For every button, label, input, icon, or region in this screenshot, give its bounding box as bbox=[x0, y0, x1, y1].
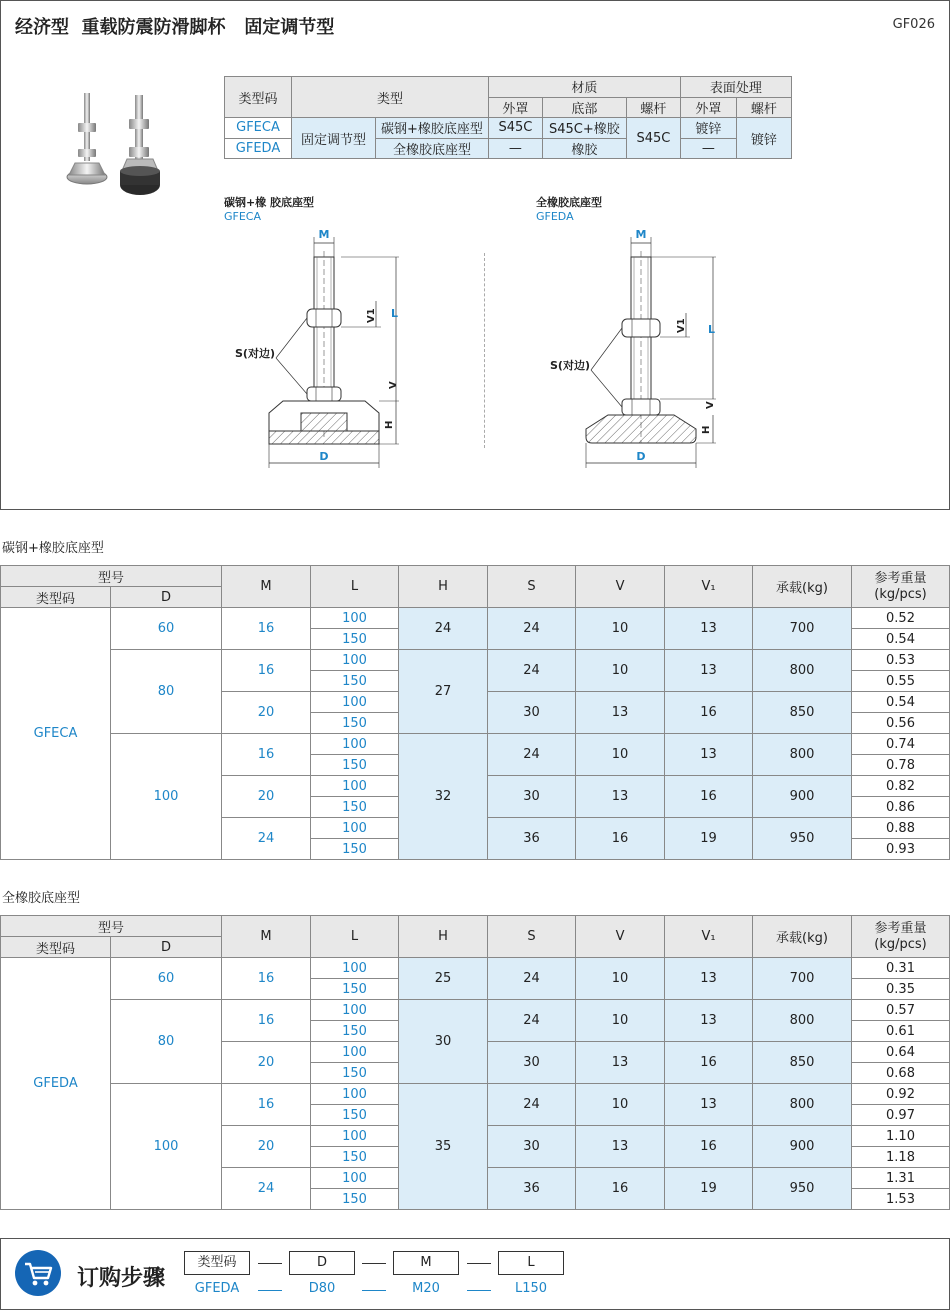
l-cell: 150 bbox=[311, 1147, 399, 1168]
s-cell: 24 bbox=[488, 1000, 576, 1042]
product-photo bbox=[61, 89, 181, 201]
header-m: M bbox=[222, 916, 311, 958]
dim-v1-left: V1 bbox=[366, 308, 377, 323]
weight-cell: 0.74 bbox=[852, 734, 950, 755]
order-value-d: D80 bbox=[308, 1281, 336, 1296]
dim-l-right: L bbox=[708, 323, 716, 336]
m-cell: 16 bbox=[222, 1000, 311, 1042]
load-cell: 800 bbox=[753, 1084, 852, 1126]
header-d: D bbox=[111, 937, 222, 958]
s-cell: 30 bbox=[488, 1126, 576, 1168]
weight-cell: 0.93 bbox=[852, 839, 950, 860]
v1-cell: 19 bbox=[665, 1168, 753, 1210]
l-cell: 100 bbox=[311, 818, 399, 839]
load-cell: 800 bbox=[753, 734, 852, 776]
load-cell: 900 bbox=[753, 776, 852, 818]
v-cell: 16 bbox=[576, 1168, 665, 1210]
v1-cell: 13 bbox=[665, 608, 753, 650]
dim-m-right: M bbox=[635, 228, 647, 241]
weight-cell: 0.55 bbox=[852, 671, 950, 692]
weight-cell: 0.78 bbox=[852, 755, 950, 776]
load-cell: 700 bbox=[753, 958, 852, 1000]
header-model: 型号 bbox=[1, 916, 222, 937]
l-cell: 150 bbox=[311, 713, 399, 734]
v1-cell: 16 bbox=[665, 1042, 753, 1084]
l-cell: 150 bbox=[311, 1063, 399, 1084]
s-cell: 24 bbox=[488, 958, 576, 1000]
spec-rod: S45C bbox=[626, 118, 680, 159]
v-cell: 10 bbox=[576, 1000, 665, 1042]
v-cell: 13 bbox=[576, 1126, 665, 1168]
section1-title: 碳钢+橡胶底座型 bbox=[2, 541, 104, 556]
v1-cell: 16 bbox=[665, 1126, 753, 1168]
dim-h-left: H bbox=[384, 420, 395, 429]
v-cell: 13 bbox=[576, 1042, 665, 1084]
spec-cover-1: S45C bbox=[488, 118, 542, 139]
l-cell: 150 bbox=[311, 839, 399, 860]
l-cell: 100 bbox=[311, 1126, 399, 1147]
order-steps-panel bbox=[0, 1238, 950, 1310]
weight-cell: 1.10 bbox=[852, 1126, 950, 1147]
header-load: 承载(kg) bbox=[753, 916, 852, 958]
spec-header-code: 类型码 bbox=[225, 77, 292, 118]
weight-cell: 0.52 bbox=[852, 608, 950, 629]
weight-cell: 1.53 bbox=[852, 1189, 950, 1210]
l-cell: 100 bbox=[311, 1168, 399, 1189]
spec-header-surface: 表面处理 bbox=[680, 77, 791, 98]
order-field-d: D bbox=[289, 1251, 355, 1275]
m-cell: 20 bbox=[222, 776, 311, 818]
section2-title: 全橡胶底座型 bbox=[2, 891, 81, 906]
order-dash bbox=[362, 1263, 386, 1264]
d-cell: 80 bbox=[111, 1000, 222, 1084]
spec-cover-2: — bbox=[488, 138, 542, 159]
header-s: S bbox=[488, 566, 576, 608]
v1-cell: 16 bbox=[665, 776, 753, 818]
weight-cell: 0.54 bbox=[852, 692, 950, 713]
s-cell: 30 bbox=[488, 1042, 576, 1084]
order-dash bbox=[362, 1290, 386, 1291]
s-cell: 36 bbox=[488, 818, 576, 860]
s-cell: 24 bbox=[488, 650, 576, 692]
order-value-l: L150 bbox=[514, 1281, 548, 1296]
s-cell: 36 bbox=[488, 1168, 576, 1210]
drawing-gfeca bbox=[221, 223, 461, 473]
weight-cell: 0.86 bbox=[852, 797, 950, 818]
load-cell: 800 bbox=[753, 1000, 852, 1042]
weight-cell: 0.35 bbox=[852, 979, 950, 1000]
order-value-code: GFEDA bbox=[194, 1281, 240, 1296]
v1-cell: 19 bbox=[665, 818, 753, 860]
header-weight: 参考重量 (kg/pcs) bbox=[852, 916, 950, 958]
spec-header-type: 类型 bbox=[292, 77, 489, 118]
dim-v-right: V bbox=[705, 401, 716, 409]
spec-header-base: 底部 bbox=[542, 97, 626, 118]
dim-m-left: M bbox=[318, 228, 330, 241]
m-cell: 16 bbox=[222, 650, 311, 692]
l-cell: 150 bbox=[311, 629, 399, 650]
header-weight: 参考重量 (kg/pcs) bbox=[852, 566, 950, 608]
m-cell: 16 bbox=[222, 1084, 311, 1126]
v1-cell: 13 bbox=[665, 650, 753, 692]
header-model: 型号 bbox=[1, 566, 222, 587]
table-row bbox=[1, 958, 950, 979]
l-cell: 150 bbox=[311, 979, 399, 1000]
weight-cell: 1.31 bbox=[852, 1168, 950, 1189]
table-row bbox=[1, 734, 950, 755]
drawing-left-title: 碳钢+橡 胶底座型 bbox=[224, 196, 315, 209]
order-title: 订购步骤 bbox=[77, 1266, 166, 1291]
v1-cell: 13 bbox=[665, 1084, 753, 1126]
table-row bbox=[1, 1000, 950, 1021]
order-field-l: L bbox=[498, 1251, 564, 1275]
spec-sub-1: 碳钢+橡胶底座型 bbox=[376, 118, 489, 139]
cart-icon bbox=[15, 1250, 61, 1296]
order-field-m: M bbox=[393, 1251, 459, 1275]
dim-d-left: D bbox=[319, 450, 329, 463]
l-cell: 100 bbox=[311, 692, 399, 713]
m-cell: 20 bbox=[222, 1126, 311, 1168]
spec-scover-1: 镀锌 bbox=[680, 118, 736, 139]
header-v: V bbox=[576, 916, 665, 958]
d-cell: 80 bbox=[111, 650, 222, 734]
spec-scover-2: — bbox=[680, 138, 736, 159]
h-cell: 30 bbox=[399, 1000, 488, 1084]
header-code: 类型码 bbox=[1, 587, 111, 608]
order-dash bbox=[258, 1290, 282, 1291]
load-cell: 900 bbox=[753, 1126, 852, 1168]
header-m: M bbox=[222, 566, 311, 608]
weight-cell: 0.88 bbox=[852, 818, 950, 839]
product-header-panel bbox=[0, 0, 950, 510]
v-cell: 10 bbox=[576, 1084, 665, 1126]
drawing-left-code: GFECA bbox=[224, 210, 262, 223]
dim-l-left: L bbox=[391, 307, 399, 320]
l-cell: 100 bbox=[311, 734, 399, 755]
drawing-right-code: GFEDA bbox=[536, 210, 574, 223]
spec-base-2: 橡胶 bbox=[542, 138, 626, 159]
drawing-right-title: 全橡胶底座型 bbox=[536, 196, 602, 209]
dim-s-right: S(对边) bbox=[550, 359, 590, 372]
drawing-right-label bbox=[536, 194, 602, 223]
d-cell: 60 bbox=[111, 608, 222, 650]
l-cell: 150 bbox=[311, 671, 399, 692]
order-field-code: 类型码 bbox=[184, 1251, 250, 1275]
s-cell: 24 bbox=[488, 734, 576, 776]
d-cell: 100 bbox=[111, 1084, 222, 1210]
h-cell: 32 bbox=[399, 734, 488, 860]
load-cell: 800 bbox=[753, 650, 852, 692]
s-cell: 24 bbox=[488, 1084, 576, 1126]
m-cell: 20 bbox=[222, 692, 311, 734]
dim-d-right: D bbox=[636, 450, 646, 463]
weight-cell: 1.18 bbox=[852, 1147, 950, 1168]
header-v1: V₁ bbox=[665, 916, 753, 958]
header-h: H bbox=[399, 566, 488, 608]
spec-code-gfeda: GFEDA bbox=[225, 138, 292, 159]
table-row bbox=[1, 1084, 950, 1105]
l-cell: 100 bbox=[311, 1000, 399, 1021]
v-cell: 13 bbox=[576, 692, 665, 734]
h-cell: 25 bbox=[399, 958, 488, 1000]
table-row bbox=[1, 608, 950, 629]
weight-cell: 0.56 bbox=[852, 713, 950, 734]
spec-header-cover: 外罩 bbox=[488, 97, 542, 118]
l-cell: 100 bbox=[311, 776, 399, 797]
table-gfeca bbox=[0, 565, 950, 860]
spec-sub-2: 全橡胶底座型 bbox=[376, 138, 489, 159]
order-dash bbox=[467, 1263, 491, 1264]
v-cell: 10 bbox=[576, 650, 665, 692]
m-cell: 24 bbox=[222, 818, 311, 860]
v1-cell: 13 bbox=[665, 958, 753, 1000]
v-cell: 16 bbox=[576, 818, 665, 860]
header-l: L bbox=[311, 916, 399, 958]
d-cell: 100 bbox=[111, 734, 222, 860]
spec-code-gfeca: GFECA bbox=[225, 118, 292, 139]
l-cell: 150 bbox=[311, 1021, 399, 1042]
dim-h-right: H bbox=[701, 425, 712, 434]
h-cell: 27 bbox=[399, 650, 488, 734]
load-cell: 700 bbox=[753, 608, 852, 650]
m-cell: 16 bbox=[222, 958, 311, 1000]
spec-header-scover: 外罩 bbox=[680, 97, 736, 118]
load-cell: 850 bbox=[753, 1042, 852, 1084]
weight-cell: 0.82 bbox=[852, 776, 950, 797]
type-code-cell: GFEDA bbox=[1, 958, 111, 1210]
type-code-cell: GFECA bbox=[1, 608, 111, 860]
drawing-gfeda bbox=[536, 223, 776, 473]
v1-cell: 13 bbox=[665, 1000, 753, 1042]
header-v: V bbox=[576, 566, 665, 608]
h-cell: 35 bbox=[399, 1084, 488, 1210]
order-dash bbox=[467, 1290, 491, 1291]
v-cell: 13 bbox=[576, 776, 665, 818]
spec-header-srod: 螺杆 bbox=[736, 97, 791, 118]
spec-base-1: S45C+橡胶 bbox=[542, 118, 626, 139]
weight-cell: 0.54 bbox=[852, 629, 950, 650]
order-dash bbox=[258, 1263, 282, 1264]
l-cell: 100 bbox=[311, 650, 399, 671]
load-cell: 950 bbox=[753, 1168, 852, 1210]
d-cell: 60 bbox=[111, 958, 222, 1000]
table-gfeda bbox=[0, 915, 950, 1210]
l-cell: 150 bbox=[311, 755, 399, 776]
header-code: 类型码 bbox=[1, 937, 111, 958]
v1-cell: 13 bbox=[665, 734, 753, 776]
l-cell: 150 bbox=[311, 797, 399, 818]
l-cell: 150 bbox=[311, 1105, 399, 1126]
v-cell: 10 bbox=[576, 734, 665, 776]
m-cell: 16 bbox=[222, 734, 311, 776]
load-cell: 950 bbox=[753, 818, 852, 860]
table-row bbox=[1, 650, 950, 671]
v-cell: 10 bbox=[576, 608, 665, 650]
l-cell: 100 bbox=[311, 1084, 399, 1105]
spec-type-main: 固定调节型 bbox=[292, 118, 376, 159]
drawing-divider bbox=[484, 253, 485, 448]
dim-v-left: V bbox=[388, 381, 399, 389]
weight-cell: 0.97 bbox=[852, 1105, 950, 1126]
weight-cell: 0.57 bbox=[852, 1000, 950, 1021]
product-code: GF026 bbox=[892, 17, 935, 32]
s-cell: 30 bbox=[488, 692, 576, 734]
s-cell: 24 bbox=[488, 608, 576, 650]
spec-header-material: 材质 bbox=[488, 77, 680, 98]
weight-cell: 0.31 bbox=[852, 958, 950, 979]
dim-v1-right: V1 bbox=[676, 318, 687, 333]
m-cell: 16 bbox=[222, 608, 311, 650]
v1-cell: 16 bbox=[665, 692, 753, 734]
m-cell: 20 bbox=[222, 1042, 311, 1084]
header-h: H bbox=[399, 916, 488, 958]
drawing-left-label bbox=[224, 194, 314, 223]
header-l: L bbox=[311, 566, 399, 608]
l-cell: 100 bbox=[311, 608, 399, 629]
header-s: S bbox=[488, 916, 576, 958]
weight-cell: 0.68 bbox=[852, 1063, 950, 1084]
m-cell: 24 bbox=[222, 1168, 311, 1210]
l-cell: 100 bbox=[311, 1042, 399, 1063]
weight-cell: 0.64 bbox=[852, 1042, 950, 1063]
header-d: D bbox=[111, 587, 222, 608]
header-v1: V₁ bbox=[665, 566, 753, 608]
weight-cell: 0.61 bbox=[852, 1021, 950, 1042]
l-cell: 150 bbox=[311, 1189, 399, 1210]
v-cell: 10 bbox=[576, 958, 665, 1000]
page-title: 经济型 重载防震防滑脚杯 固定调节型 bbox=[15, 17, 335, 38]
h-cell: 24 bbox=[399, 608, 488, 650]
weight-cell: 0.53 bbox=[852, 650, 950, 671]
spec-header-rod: 螺杆 bbox=[626, 97, 680, 118]
spec-table bbox=[224, 76, 792, 159]
l-cell: 100 bbox=[311, 958, 399, 979]
header-load: 承载(kg) bbox=[753, 566, 852, 608]
load-cell: 850 bbox=[753, 692, 852, 734]
spec-srod: 镀锌 bbox=[736, 118, 791, 159]
order-value-m: M20 bbox=[412, 1281, 440, 1296]
s-cell: 30 bbox=[488, 776, 576, 818]
weight-cell: 0.92 bbox=[852, 1084, 950, 1105]
dim-s-left: S(对边) bbox=[235, 347, 275, 360]
